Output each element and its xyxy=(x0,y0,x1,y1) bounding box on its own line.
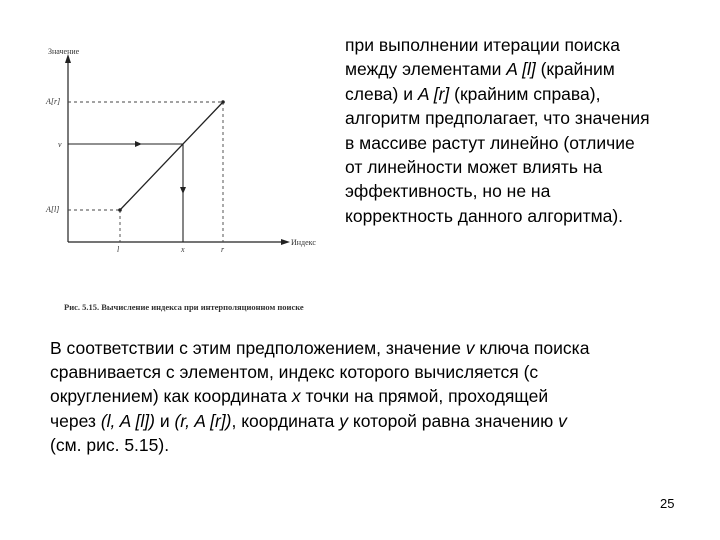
side-line: эффективность, но не на xyxy=(345,181,551,202)
interpolation-figure xyxy=(28,40,338,312)
y-tick-ar: A[r] xyxy=(46,97,61,106)
x-axis-label: Индекс xyxy=(291,238,316,247)
side-line: между элементами A [l] (крайним xyxy=(345,59,615,80)
v-arrow xyxy=(135,141,142,147)
y-tick-al: A[l] xyxy=(46,205,60,214)
side-line: в массиве растут линейно (отличие xyxy=(345,132,635,153)
side-line: при выполнении итерации поиска xyxy=(345,35,620,55)
side-line: корректность данного алгоритма). xyxy=(345,205,624,226)
side-line: от линейности может влиять на xyxy=(345,157,603,178)
x-arrow xyxy=(180,187,186,194)
main-line: (см. рис. 5.15). xyxy=(50,434,170,455)
interpolation-diagram xyxy=(28,40,338,290)
page-number: 25 xyxy=(660,496,675,511)
x-axis-arrow xyxy=(281,239,290,245)
point-al xyxy=(118,208,122,212)
x-tick-l: l xyxy=(117,245,120,254)
side-line: алгоритм предполагает, что значения xyxy=(345,108,650,129)
main-line: В соответствии с этим предположением, значение v ключа поиска xyxy=(50,338,590,358)
y-axis-label: Значение xyxy=(48,47,80,56)
main-line: через (l, A [l]) и (r, A [r]), координата y которой равна значению v xyxy=(50,410,567,431)
x-tick-x: x xyxy=(181,245,185,254)
y-tick-v: v xyxy=(58,140,62,149)
main-line: сравнивается с элементом, индекс которого вычисляется (с xyxy=(50,362,539,383)
side-paragraph xyxy=(345,33,710,228)
main-line: округлением) как координата x точки на прямой, проходящей xyxy=(50,386,549,407)
x-tick-r: r xyxy=(221,245,225,254)
main-paragraph xyxy=(50,336,690,457)
side-line: слева) и A [r] (крайним справа), xyxy=(345,83,601,104)
point-ar xyxy=(221,100,225,104)
interpolation-line xyxy=(120,102,223,210)
figure-caption: Рис. 5.15. Вычисление индекса при интерполяционном поиске xyxy=(64,302,304,312)
